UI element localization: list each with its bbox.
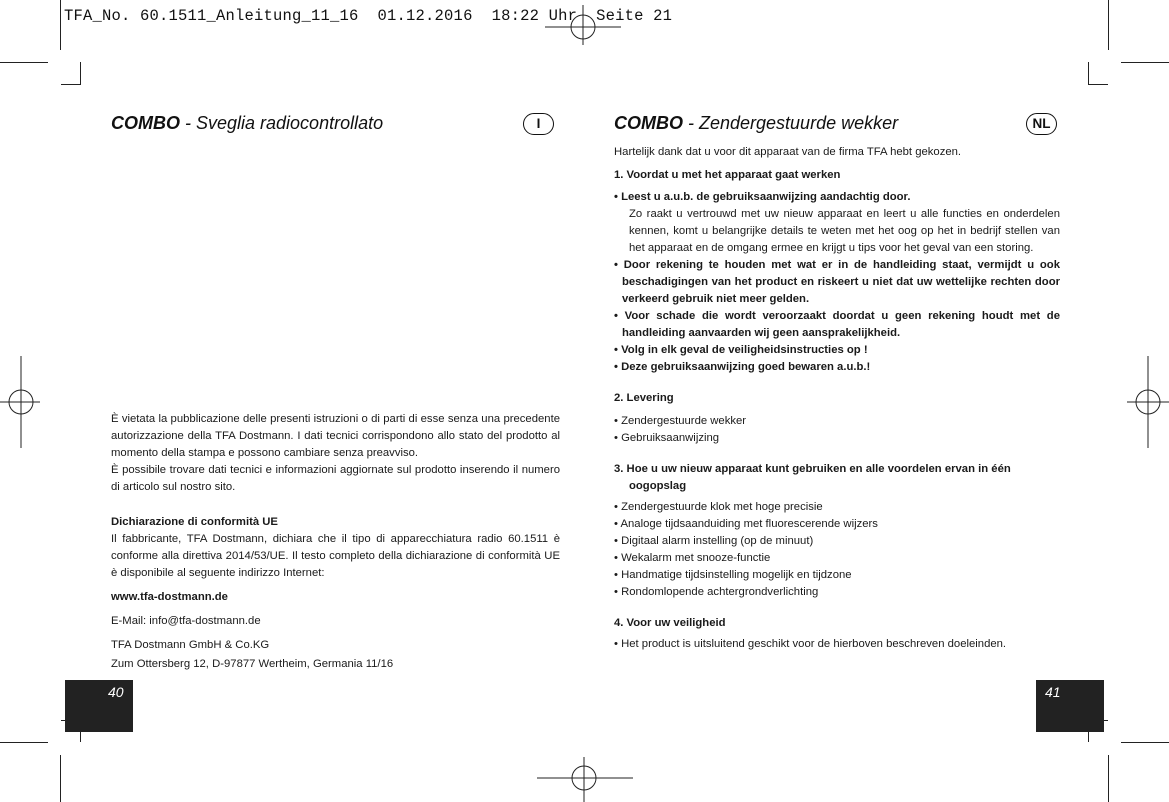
- list-item: • Analoge tijdsaanduiding met fluorescerende wijzers: [614, 518, 878, 530]
- left-page-title: [111, 113, 383, 134]
- crop-mark: [1088, 62, 1089, 84]
- section-2-heading: 2. Levering: [614, 392, 674, 404]
- page-number-left: 40: [108, 684, 124, 700]
- email-address: E-Mail: info@tfa-dostmann.de: [111, 615, 261, 627]
- section-1-bullet-4: • Volg in elk geval de veiligheidsinstructies op !: [614, 344, 868, 356]
- list-item: • Zendergestuurde wekker: [614, 415, 747, 427]
- registration-mark-top-icon: [545, 5, 621, 45]
- left-page-body: [111, 411, 560, 673]
- crop-mark: [1121, 742, 1169, 743]
- crop-mark: [60, 0, 61, 50]
- left-title-text: - Sveglia radiocontrollato: [180, 113, 384, 133]
- company-name: TFA Dostmann GmbH & Co.KG: [111, 639, 270, 651]
- right-title-brand: COMBO: [614, 113, 683, 133]
- list-item: • Wekalarm met snooze-functie: [614, 552, 771, 564]
- page-number-box-right: [1036, 680, 1104, 732]
- conformity-heading: Dichiarazione di conformità UE: [111, 516, 278, 528]
- language-badge-dutch: NL: [1026, 113, 1057, 135]
- section-4-heading: 4. Voor uw veiligheid: [614, 617, 726, 629]
- copyright-notice: È vietata la pubblicazione delle presenti istruzioni o di parti di esse senza una precedente autorizzazione della TFA Dostmann. I dati tecnici corrispondono allo stato del prodotto al momento della stampa e possono cambiare senza preavviso.: [111, 413, 560, 459]
- right-page-body: [614, 144, 1060, 653]
- section-1-heading: 1. Voordat u met het apparaat gaat werken: [614, 169, 841, 181]
- crop-mark: [1108, 0, 1109, 50]
- crop-mark: [1108, 755, 1109, 802]
- crop-mark: [0, 742, 48, 743]
- list-item: • Gebruiksaanwijzing: [614, 432, 720, 444]
- print-slug: TFA_No. 60.1511_Anleitung_11_16 01.12.2016 18:22 Uhr Seite 21: [64, 7, 673, 25]
- section-1-bullet-1: • Leest u a.u.b. de gebruiksaanwijzing aandachtig door.: [614, 191, 911, 203]
- conformity-text: Il fabbricante, TFA Dostmann, dichiara che il tipo di apparecchiatura radio 60.1511 è conforme alla direttiva 2014/53/UE. Il testo completo della dichiarazione di conformità UE è disponibile al seguente indirizzo Internet:: [111, 533, 560, 579]
- registration-mark-right-icon: [1127, 356, 1169, 448]
- crop-mark: [1121, 62, 1169, 63]
- list-item: • Digitaal alarm instelling (op de minuut): [614, 535, 814, 547]
- left-title-brand: COMBO: [111, 113, 180, 133]
- crop-mark: [61, 84, 81, 85]
- crop-mark: [80, 62, 81, 84]
- list-item: • Rondomlopende achtergrondverlichting: [614, 586, 819, 598]
- crop-mark: [0, 62, 48, 63]
- registration-mark-bottom-icon: [537, 757, 633, 802]
- website-link[interactable]: www.tfa-dostmann.de: [111, 591, 228, 603]
- list-item: • Handmatige tijdsinstelling mogelijk en tijdzone: [614, 569, 852, 581]
- section-3-list: [614, 499, 1060, 601]
- list-item: • Het product is uitsluitend geschikt voor de hierboven beschreven doeleinden.: [614, 638, 1007, 650]
- right-page-title: [614, 113, 898, 134]
- page-number-box-left: [65, 680, 133, 732]
- right-title-text: - Zendergestuurde wekker: [683, 113, 899, 133]
- intro-text: Hartelijk dank dat u voor dit apparaat van de firma TFA hebt gekozen.: [614, 146, 962, 158]
- section-3-heading: 3. Hoe u uw nieuw apparaat kunt gebruiken en alle voordelen ervan in één oogopslag: [614, 463, 1011, 492]
- section-4-list: [614, 636, 1060, 653]
- list-item: • Zendergestuurde klok met hoge precisie: [614, 501, 823, 513]
- company-address: Zum Ottersberg 12, D-97877 Wertheim, Germania 11/16: [111, 658, 394, 670]
- section-2-list: [614, 413, 1060, 447]
- section-1-bullet-3: • Voor schade die wordt veroorzaakt doordat u geen rekening houdt met de handleiding aanvaarden wij geen aansprakelijkheid.: [614, 310, 1060, 339]
- website-notice: È possibile trovare dati tecnici e informazioni aggiornate sul prodotto inserendo il numero di articolo sul nostro sito.: [111, 464, 560, 493]
- registration-mark-left-icon: [0, 356, 40, 448]
- section-1-bullet-2: • Door rekening te houden met wat er in de handleiding staat, vermijdt u ook beschadigingen van het product en riskeert u niet dat uw wettelijke rechten door verkeerd gebruik niet meer gelden.: [614, 259, 1060, 305]
- crop-mark: [60, 755, 61, 802]
- section-1-bullet-1-text: Zo raakt u vertrouwd met uw nieuw apparaat en leert u alle functies en onderdelen kennen, komt u belangrijke details te weten met het oog op het in bedrijf stellen van het apparaat en de omgang ermee en krijgt u tips voor het geval van een storing.: [629, 208, 1060, 254]
- language-badge-italian: I: [523, 113, 554, 135]
- section-1-bullet-5: • Deze gebruiksaanwijzing goed bewaren a.u.b.!: [614, 361, 871, 373]
- crop-mark: [1088, 84, 1108, 85]
- page-number-right: 41: [1045, 684, 1061, 700]
